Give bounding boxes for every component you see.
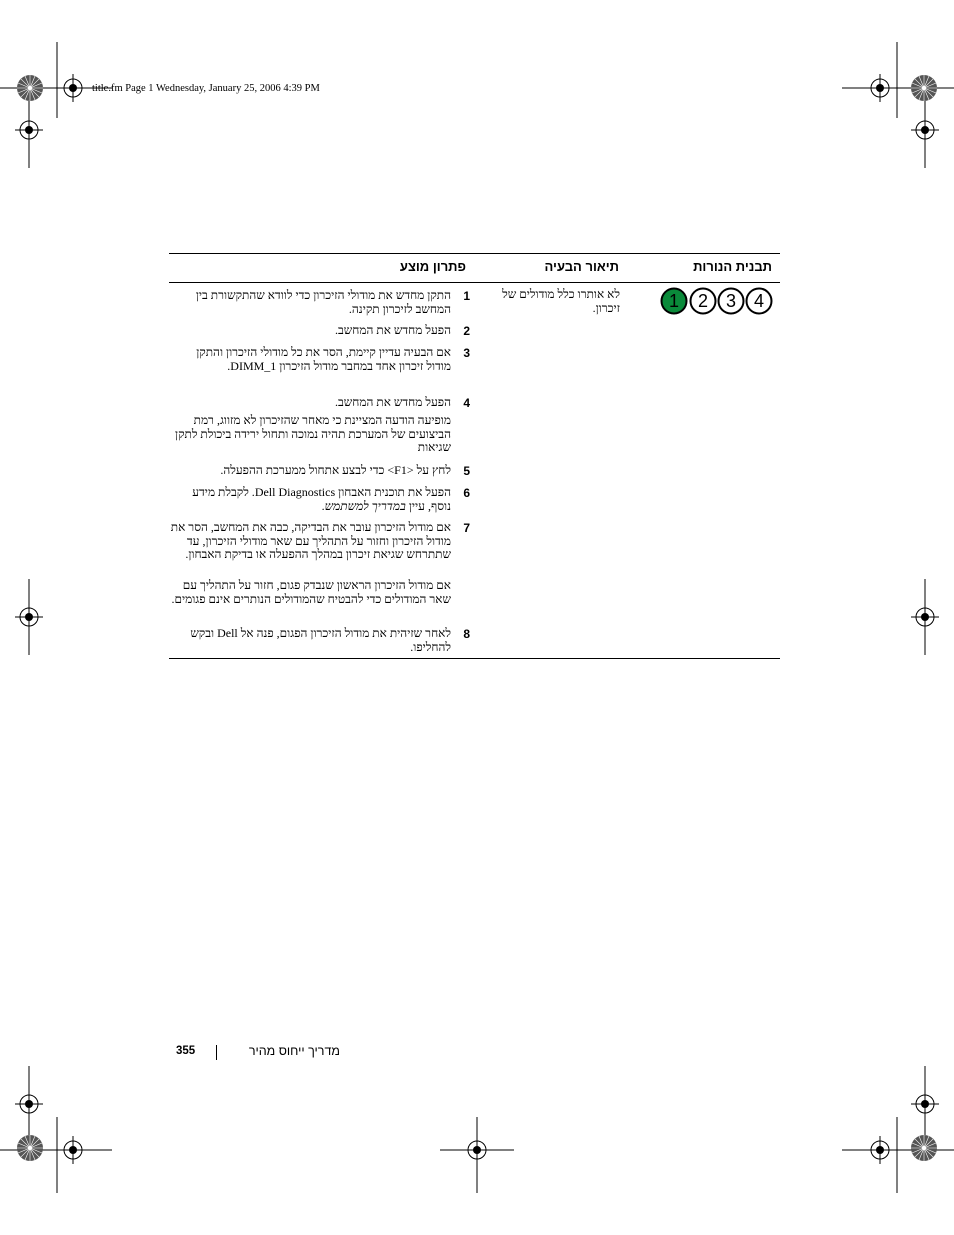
- step-number: 6: [463, 486, 470, 500]
- step-text: אם הבעיה עדיין קיימת, הסר את כל מודולי הזיכרון והתקן מודול זיכרון אחד במחבר מודול הזיכרון DIMM_1.: [196, 345, 451, 373]
- footer-separator: [216, 1045, 217, 1060]
- step-note: אם מודול הזיכרון הראשון שנבדק פגום, חזור על התהליך עם שאר המודולים כדי להבטיח שהמודולים הנותרים אינם פגומים.: [171, 578, 451, 606]
- step-text: לאחר שזיהית את מודול הזיכרון הפגום, פנה אל Dell ובקש להחליפו.: [190, 626, 451, 654]
- table-header-rule: [169, 282, 780, 283]
- column-header-pattern: תבנית הנורות: [693, 259, 772, 274]
- step-number: 1: [463, 289, 470, 303]
- step-text: אם מודול הזיכרון עובר את הבדיקה, כבה את המחשב, הסר את מודול הזיכרון וחזור על התהליך עם שאר מודולי הזיכרון, עד שתתרחש שגיאת זיכרון במהלך ההפעלה או בדיקת האבחון.: [170, 520, 451, 561]
- step-text: [170, 486, 451, 513]
- step-number: 5: [463, 464, 470, 478]
- step-text-part: .: [321, 498, 325, 513]
- print-header: title.fm Page 1 Wednesday, January 25, 2006 4:39 PM: [92, 83, 320, 94]
- step-number: 2: [463, 324, 470, 338]
- diagnostic-light-label: 4: [753, 291, 765, 311]
- problem-description: לא אותרו כלל מודולים של זיכרון.: [502, 287, 620, 315]
- page-number: 355: [176, 1045, 196, 1057]
- diagnostic-light-3: [719, 289, 744, 314]
- step-text: התקן מחדש את מודולי הזיכרון כדי לוודא שהתקשורת בין המחשב לזיכרון תקינה.: [195, 288, 451, 316]
- column-header-solution: פתרון מוצע: [399, 259, 466, 274]
- column-header-description: תיאור הבעיה: [544, 259, 619, 274]
- diagnostic-lights: [660, 287, 774, 315]
- diagnostic-light-label: 2: [697, 291, 709, 311]
- users-guide-reference: במדריך למשתמש: [324, 498, 406, 513]
- step-note: מופיעה הודעה המציינת כי מאחר שהזיכרון לא מזווג, רמת הביצועים של המערכת תהיה נמוכה ותחול ירידה ביכולת לתקן שגיאות: [175, 413, 451, 454]
- table-top-rule: [169, 253, 780, 254]
- step-number: 4: [463, 396, 470, 410]
- table-bottom-rule: [169, 658, 780, 659]
- step-number: 8: [463, 627, 470, 641]
- diagnostic-light-label: 1: [668, 291, 680, 311]
- step-text: הפעל מחדש את המחשב.: [335, 395, 451, 409]
- step-text-part: הפעל את תוכנית האבחון Dell Diagnostics. לקבלת מידע נוסף, עיין: [192, 485, 451, 513]
- diagnostic-light-4: [747, 289, 772, 314]
- step-number: 3: [463, 346, 470, 360]
- footer-title: מדריך ייחוס מהיר: [248, 1044, 340, 1058]
- diagnostic-light-label: 3: [725, 291, 737, 311]
- step-text: לחץ על <F1> כדי לבצע אתחול ממערכת ההפעלה.: [220, 463, 451, 477]
- diagnostic-light-1: [662, 289, 687, 314]
- diagnostic-light-2: [691, 289, 716, 314]
- step-number: 7: [463, 521, 470, 535]
- step-text: הפעל מחדש את המחשב.: [335, 323, 451, 337]
